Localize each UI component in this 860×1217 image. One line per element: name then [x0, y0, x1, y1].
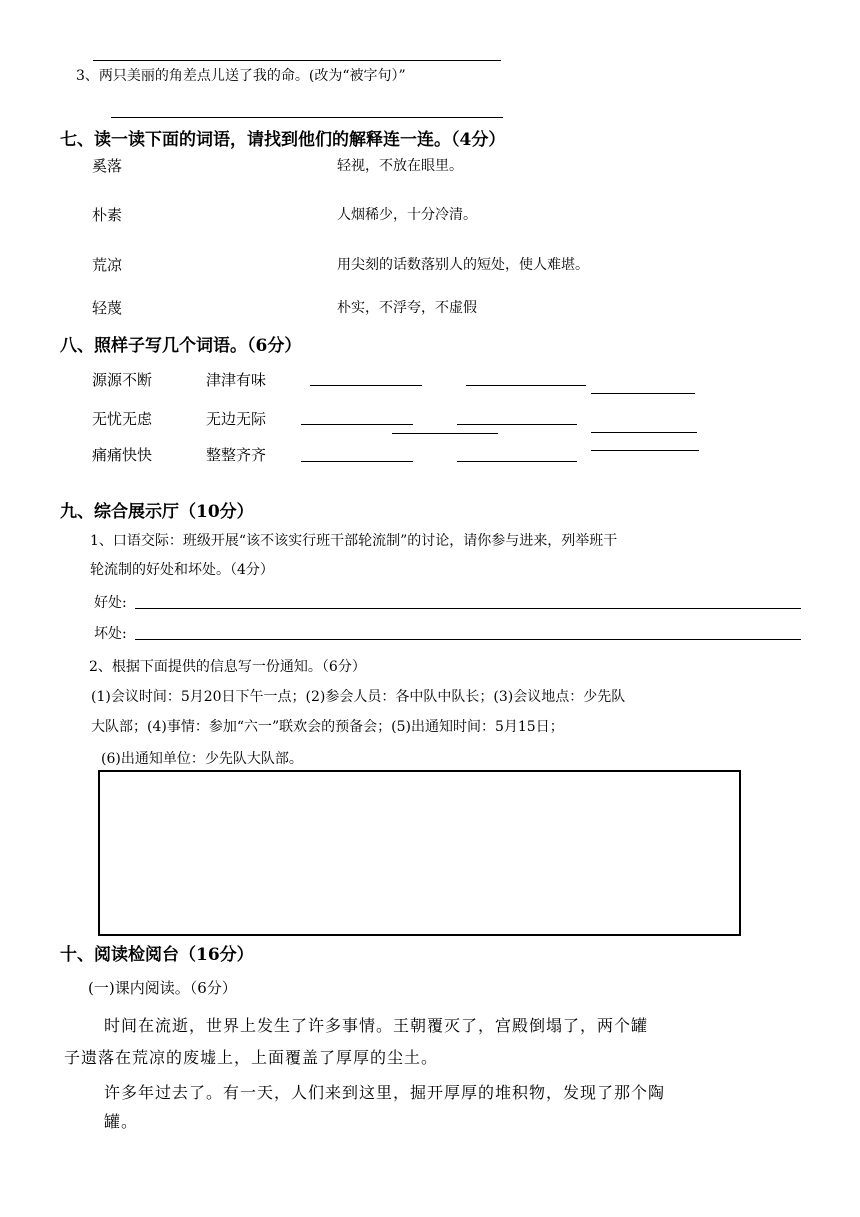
example-word: 津津有味	[206, 371, 267, 389]
example-word: 无忧无虑	[92, 410, 153, 428]
answer-line[interactable]	[457, 461, 577, 462]
passage-line: 时间在流逝，世界上发生了许多事情。王朝覆灭了，宫殿倒塌了，两个罐	[104, 1016, 649, 1035]
question-3: 3、两只美丽的角差点儿送了我的命。(改为“被字句）”	[76, 68, 406, 84]
answer-line[interactable]	[591, 450, 699, 451]
example-word: 无边无际	[206, 410, 267, 428]
notice-info: 大队部；(4)事情：参加“六一”联欢会的预备会；(5)出通知时间：5月15日；	[91, 719, 564, 735]
sub-heading: (一)课内阅读。（6分）	[88, 979, 237, 997]
good-label: 好处:	[94, 595, 127, 611]
passage-line: 子遗落在荒凉的废墟上，上面覆盖了厚厚的尘土。	[64, 1048, 439, 1067]
answer-line[interactable]	[301, 461, 413, 462]
word-4[interactable]: 轻蔑	[92, 299, 123, 317]
word-2[interactable]: 朴素	[92, 206, 123, 224]
notice-info: (1)会议时间：5月20日下午一点；(2)参会人员：各中队中队长；(3)会议地点：少先队	[91, 689, 626, 705]
good-answer-line[interactable]	[135, 608, 801, 609]
answer-line[interactable]	[591, 393, 695, 394]
meaning-3[interactable]: 用尖刻的话数落别人的短处，使人难堪。	[337, 257, 589, 273]
example-word: 整整齐齐	[206, 446, 267, 464]
answer-line[interactable]	[466, 385, 586, 386]
section-7-heading: 七、读一读下面的词语，请找到他们的解释连一连。（4分）	[60, 130, 506, 150]
answer-line[interactable]	[301, 424, 413, 425]
notice-answer-box[interactable]	[98, 770, 741, 936]
section-9-heading: 九、综合展示厅（10分）	[60, 502, 254, 522]
answer-line[interactable]	[310, 385, 422, 386]
meaning-4[interactable]: 朴实，不浮夸，不虚假	[337, 300, 477, 316]
example-word: 源源不断	[92, 371, 153, 389]
passage-line: 罐。	[104, 1112, 139, 1131]
word-3[interactable]: 荒凉	[92, 256, 123, 274]
meaning-2[interactable]: 人烟稀少，十分冷清。	[337, 207, 477, 223]
word-1[interactable]: 奚落	[92, 157, 123, 175]
section-10-heading: 十、阅读检阅台（16分）	[60, 945, 254, 965]
answer-line[interactable]	[591, 432, 697, 433]
bad-answer-line[interactable]	[135, 639, 801, 640]
example-word: 痛痛快快	[92, 446, 153, 464]
question-1-text: 1、口语交际：班级开展“该不该实行班干部轮流制”的讨论，请你参与进来，列举班干	[90, 533, 618, 549]
question-1-text: 轮流制的好处和坏处。（4分）	[90, 562, 274, 578]
answer-line[interactable]	[93, 60, 501, 61]
bad-label: 坏处:	[94, 626, 127, 642]
question-2-text: 2、根据下面提供的信息写一份通知。（6分）	[89, 659, 366, 675]
meaning-1[interactable]: 轻视，不放在眼里。	[337, 158, 463, 174]
passage-line: 许多年过去了。有一天，人们来到这里，掘开厚厚的堆积物，发现了那个陶	[104, 1083, 666, 1102]
section-8-heading: 八、照样子写几个词语。（6分）	[60, 336, 302, 356]
answer-line[interactable]	[111, 117, 503, 118]
answer-line[interactable]	[392, 433, 498, 434]
notice-info: (6)出通知单位：少先队大队部。	[101, 751, 303, 767]
answer-line[interactable]	[457, 424, 577, 425]
